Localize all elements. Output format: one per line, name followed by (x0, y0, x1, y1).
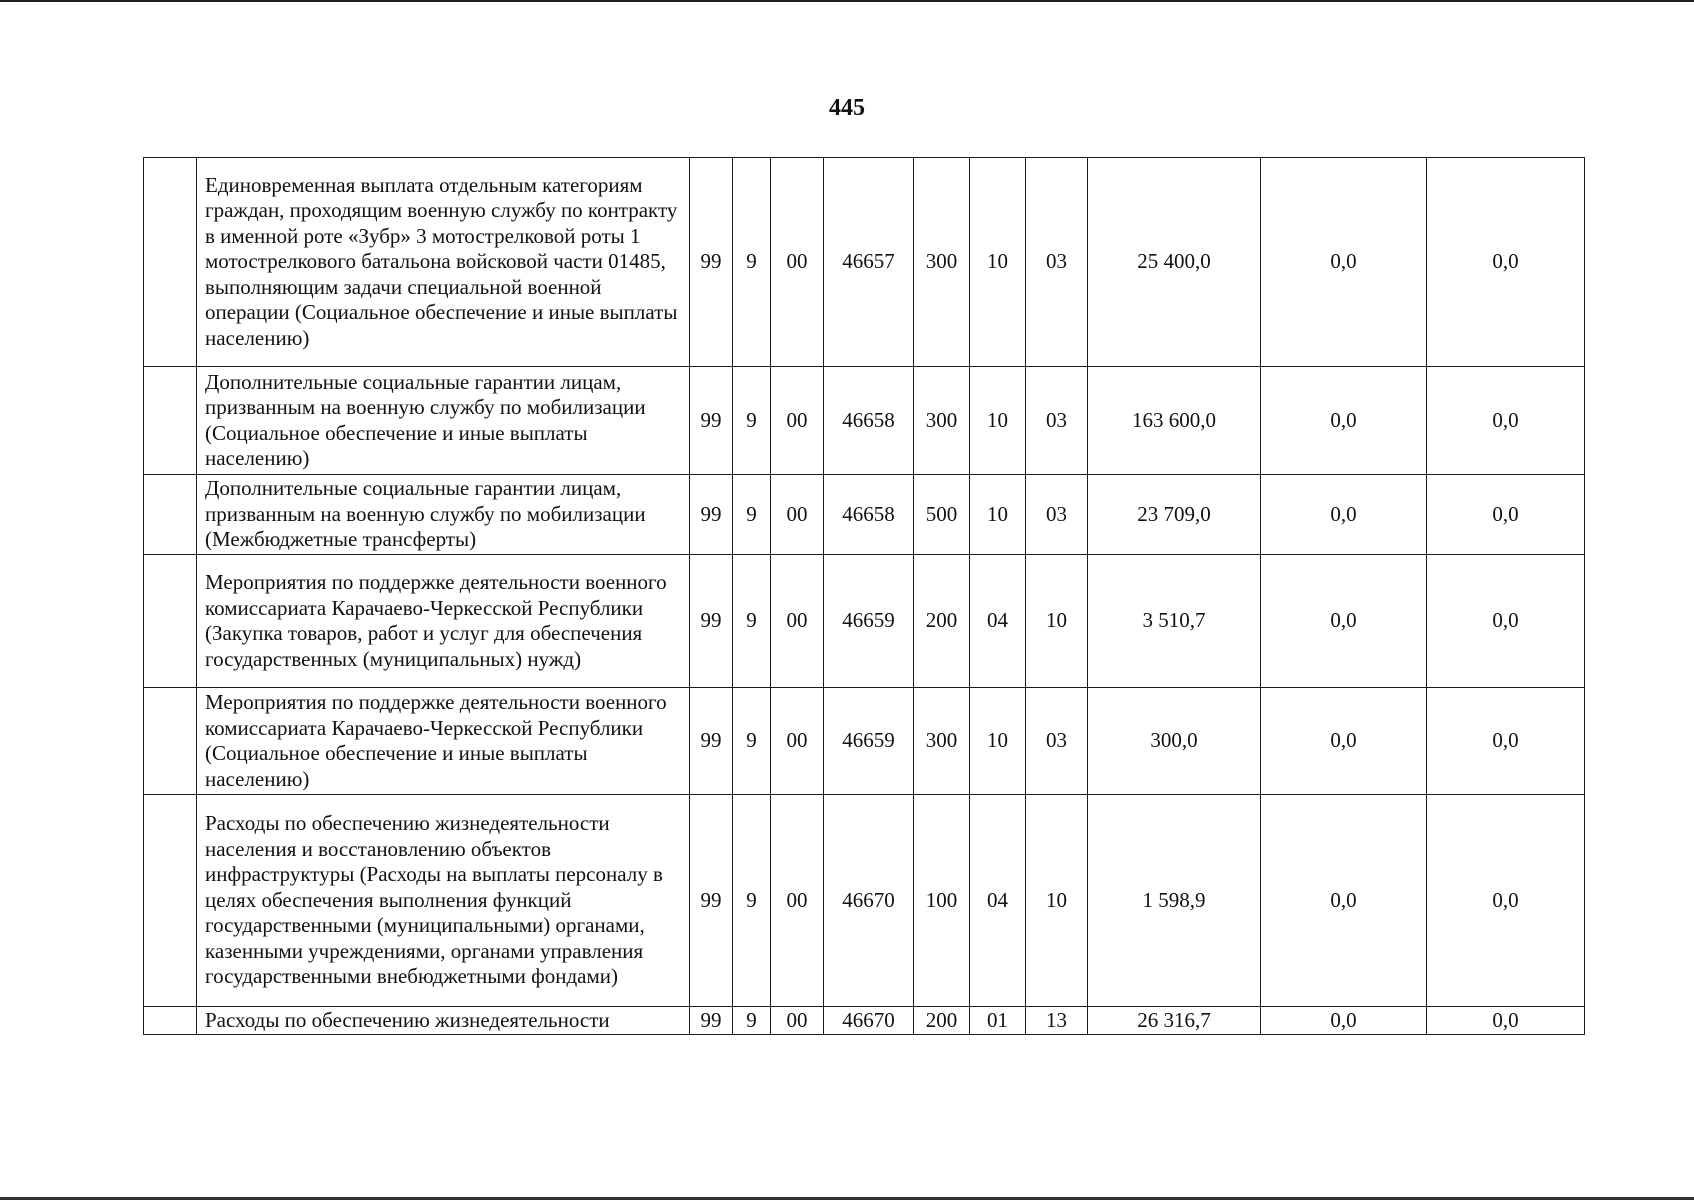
program-code: 99 (690, 688, 733, 795)
subprogram-code: 9 (733, 1007, 771, 1035)
amount-year-2: 0,0 (1261, 795, 1427, 1007)
amount-year-3: 0,0 (1427, 688, 1585, 795)
event-code: 00 (771, 158, 824, 367)
event-code: 00 (771, 555, 824, 688)
amount-year-3: 0,0 (1427, 555, 1585, 688)
expense-type-code: 300 (914, 158, 970, 367)
direction-code: 46658 (824, 475, 914, 555)
amount-year-2: 0,0 (1261, 688, 1427, 795)
subsection-code: 10 (1026, 555, 1088, 688)
row-description: Расходы по обеспечению жизнедеятельности населения и восстановлению объектов инфраструктуры (Расходы на выплаты персоналу в целях обеспечения выполнения функций государственными (муниципальными) органами, казенными учреждениями, органами управления государственными внебюджетными фондами) (197, 795, 690, 1007)
amount-year-1: 1 598,9 (1088, 795, 1261, 1007)
empty-number-cell (144, 688, 197, 795)
subsection-code: 03 (1026, 158, 1088, 367)
table-row (144, 475, 1585, 555)
amount-year-1: 23 709,0 (1088, 475, 1261, 555)
row-description: Дополнительные социальные гарантии лицам, призванным на военную службу по мобилизации (Социальное обеспечение и иные выплаты населению) (197, 367, 690, 475)
table-row (144, 367, 1585, 475)
direction-code: 46670 (824, 795, 914, 1007)
amount-year-2: 0,0 (1261, 555, 1427, 688)
subprogram-code: 9 (733, 555, 771, 688)
amount-year-2: 0,0 (1261, 475, 1427, 555)
direction-code: 46659 (824, 688, 914, 795)
empty-number-cell (144, 367, 197, 475)
table-row (144, 158, 1585, 367)
event-code: 00 (771, 1007, 824, 1035)
section-code: 04 (970, 555, 1026, 688)
amount-year-3: 0,0 (1427, 158, 1585, 367)
direction-code: 46659 (824, 555, 914, 688)
amount-year-3: 0,0 (1427, 795, 1585, 1007)
section-code: 01 (970, 1007, 1026, 1035)
subsection-code: 10 (1026, 795, 1088, 1007)
expense-type-code: 200 (914, 1007, 970, 1035)
table-row (144, 555, 1585, 688)
amount-year-3: 0,0 (1427, 1007, 1585, 1035)
program-code: 99 (690, 795, 733, 1007)
amount-year-1: 25 400,0 (1088, 158, 1261, 367)
row-description: Мероприятия по поддержке деятельности военного комиссариата Карачаево-Черкесской Республики (Закупка товаров, работ и услуг для обеспечения государственных (муниципальных) нужд) (197, 555, 690, 688)
top-page-rule (0, 0, 1694, 2)
section-code: 10 (970, 688, 1026, 795)
amount-year-2: 0,0 (1261, 158, 1427, 367)
table-row (144, 795, 1585, 1007)
expense-type-code: 500 (914, 475, 970, 555)
section-code: 10 (970, 475, 1026, 555)
empty-number-cell (144, 555, 197, 688)
row-description: Единовременная выплата отдельным категориям граждан, проходящим военную службу по контракту в именной роте «Зубр» 3 мотострелковой роты 1 мотострелкового батальона войсковой части 01485, выполняющим задачи специальной военной операции (Социальное обеспечение и иные выплаты населению) (197, 158, 690, 367)
program-code: 99 (690, 1007, 733, 1035)
amount-year-1: 300,0 (1088, 688, 1261, 795)
section-code: 10 (970, 367, 1026, 475)
program-code: 99 (690, 158, 733, 367)
amount-year-2: 0,0 (1261, 367, 1427, 475)
subprogram-code: 9 (733, 158, 771, 367)
direction-code: 46670 (824, 1007, 914, 1035)
empty-number-cell (144, 475, 197, 555)
program-code: 99 (690, 367, 733, 475)
subsection-code: 03 (1026, 475, 1088, 555)
amount-year-2: 0,0 (1261, 1007, 1427, 1035)
subprogram-code: 9 (733, 367, 771, 475)
amount-year-1: 3 510,7 (1088, 555, 1261, 688)
empty-number-cell (144, 795, 197, 1007)
table-row (144, 688, 1585, 795)
expense-type-code: 200 (914, 555, 970, 688)
program-code: 99 (690, 475, 733, 555)
section-code: 10 (970, 158, 1026, 367)
row-description: Дополнительные социальные гарантии лицам, призванным на военную службу по мобилизации (Межбюджетные трансферты) (197, 475, 690, 555)
amount-year-3: 0,0 (1427, 475, 1585, 555)
empty-number-cell (144, 158, 197, 367)
page-number: 445 (829, 95, 865, 121)
event-code: 00 (771, 688, 824, 795)
subsection-code: 13 (1026, 1007, 1088, 1035)
row-description: Мероприятия по поддержке деятельности военного комиссариата Карачаево-Черкесской Республики (Социальное обеспечение и иные выплаты населению) (197, 688, 690, 795)
event-code: 00 (771, 795, 824, 1007)
expense-type-code: 300 (914, 367, 970, 475)
direction-code: 46658 (824, 367, 914, 475)
subprogram-code: 9 (733, 475, 771, 555)
event-code: 00 (771, 475, 824, 555)
direction-code: 46657 (824, 158, 914, 367)
amount-year-1: 26 316,7 (1088, 1007, 1261, 1035)
row-description: Расходы по обеспечению жизнедеятельности (197, 1007, 690, 1035)
subprogram-code: 9 (733, 688, 771, 795)
amount-year-1: 163 600,0 (1088, 367, 1261, 475)
subprogram-code: 9 (733, 795, 771, 1007)
subsection-code: 03 (1026, 367, 1088, 475)
section-code: 04 (970, 795, 1026, 1007)
expense-type-code: 100 (914, 795, 970, 1007)
amount-year-3: 0,0 (1427, 367, 1585, 475)
empty-number-cell (144, 1007, 197, 1035)
event-code: 00 (771, 367, 824, 475)
expense-type-code: 300 (914, 688, 970, 795)
budget-table (143, 157, 1585, 1035)
table-row (144, 1007, 1585, 1035)
program-code: 99 (690, 555, 733, 688)
subsection-code: 03 (1026, 688, 1088, 795)
